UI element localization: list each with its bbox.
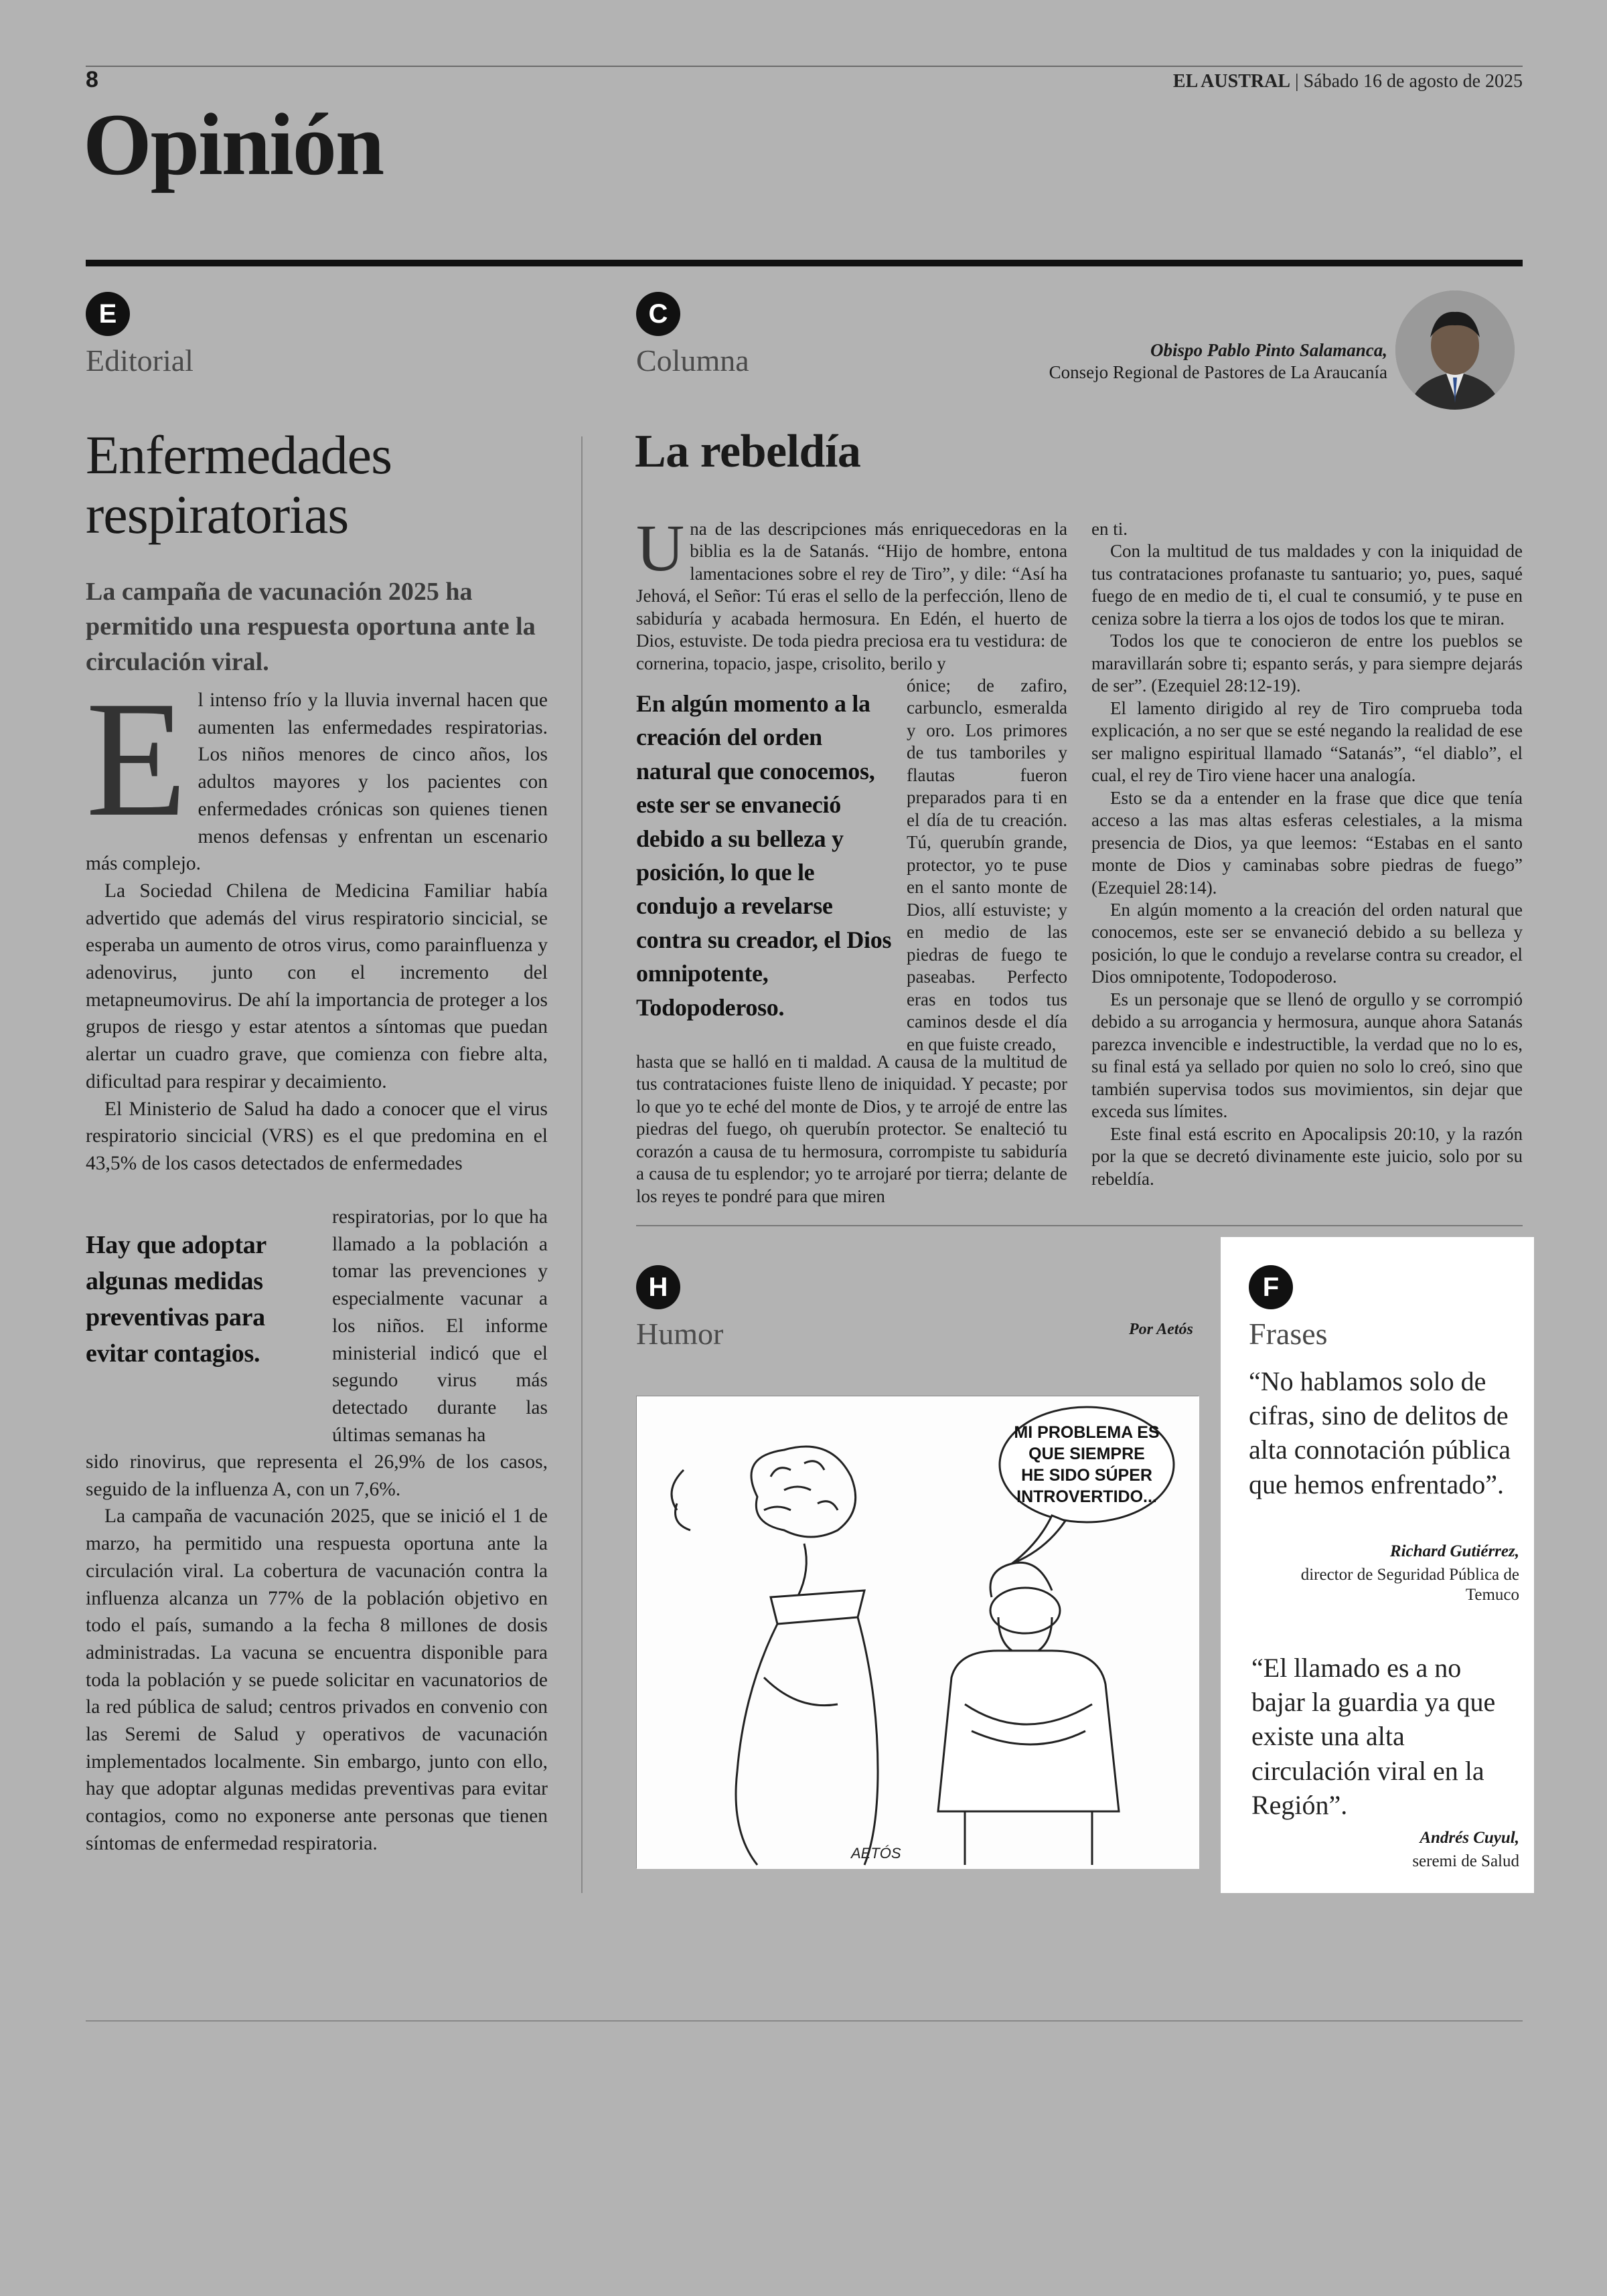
columna-narrow: ónice; de zafiro, carbunclo, esmeralda y oro. Los primores de tus tamboriles y flautas fueron preparados para ti en el día de tu creación. Tú, querubín grande, protector, yo te puse en el santo monte de Dios, allí estuviste; y en medio de las piedras de fuego te paseabas. Perfecto eras en todos tus caminos desde el día en que fuiste creado, (907, 675, 1067, 1054)
editorial-paragraph-3b: respiratorias, por lo que ha llamado a la población a tomar las prevenciones y especialmente vacunar a los niños. El informe ministerial indicó que el segundo virus más detectado durante las últimas semanas ha (332, 1206, 548, 1446)
frases-kicker: Frases (1249, 1317, 1328, 1351)
page-bottom-rule (86, 2020, 1523, 2022)
columna-lead: na de las descripciones más enriquecedoras en la biblia es la de Satanás. “Hijo de hombre, entona lamentaciones sobre el rey de Tiro”, y dile: “Así ha Jehová, el Señor: Tú eras el sello de la perfección, lleno de sabiduría y acabada hermosura. En Edén, el huerto de Dios, estuviste. De toda piedra preciosa era tu vestidura: de cornerina, topacio, jaspe, crisolito, berilo y (636, 519, 1067, 673)
frases-badge: F (1249, 1265, 1293, 1309)
editorial-body-bottom (86, 1449, 548, 1858)
columna-headline: La rebeldía (635, 426, 861, 477)
editorial-paragraph-1: l intenso frío y la lluvia invernal hacen que aumenten las enfermedades respiratorias. Los niños menores de cinco años, los adultos mayores y los pacientes con enfermedades crónicas son quienes tienen menos defensas y enfrentan un escenario más complejo. (86, 689, 548, 875)
frases-role-1: director de Seguridad Pública de Temuco (1300, 1566, 1519, 1604)
author-photo (1395, 291, 1515, 410)
author-name: Obispo Pablo Pinto Salamanca, (1150, 340, 1387, 360)
column-divider (581, 436, 583, 1893)
editorial-body-narrow (332, 1204, 548, 1449)
cartoon-signature: AETÓS (851, 1845, 901, 1862)
humor-credit: Por Aetós (1129, 1321, 1193, 1338)
columna-right-p2: Todos los que te conocieron de entre los pueblos se maravillarán sobre ti; espanto serás, y para siempre dejarás de ser”. (Ezequiel 28:12-19). (1091, 631, 1523, 696)
columna-right-p5: En algún momento a la creación del orden natural que conocemos, este ser se envaneció debido a su belleza y posición, lo que le condujo a revelarse contra su creador, el Dios omnipotente, Todopoderoso. (1091, 899, 1523, 987)
frases-quote-2: “El llamado es a no bajar la guardia ya que existe una alta circulación viral en la Región”. (1251, 1653, 1496, 1820)
editorial-pullquote: Hay que adoptar algunas medidas preventivas para evitar contagios. (86, 1231, 266, 1368)
columna-right-p1: Con la multitud de tus maldades y con la iniquidad de tus contrataciones profanaste tu santuario; yo, pues, saqué fuego de en medio de ti, el cual te consumió, y te puse en ceniza sobre la tierra a los ojos de todos los que te miran. (1091, 541, 1523, 629)
humor-cartoon (636, 1396, 1199, 1868)
editorial-kicker: Editorial (86, 343, 194, 378)
columna-right-p3: El lamento dirigido al rey de Tiro comprueba toda explicación, a no ser que se esté negando la realidad de ese ser maligno espiritual llamado “Satanás”, “el diablo”, el cual, el rey de Tiro viene hacer una analogía. (1091, 698, 1523, 786)
columna-right-p7: Este final está escrito en Apocalipsis 20:10, y la razón por la que se decretó divinamente este juicio, solo por su rebeldía. (1091, 1123, 1523, 1189)
columna-right-p0: en ti. (1091, 519, 1128, 539)
columna-pullquote: En algún momento a la creación del orden natural que conocemos, este ser se envaneció debido a su belleza y posición, lo que le condujo a revelarse contra su creador, el Dios omnipotente, Todopoderoso. (636, 690, 892, 1021)
frases-quote-1: “No hablamos solo de cifras, sino de delitos de alta connotación pública que hemos enfrentado”. (1249, 1366, 1511, 1499)
bubble-line-2: QUE SIEMPRE (1028, 1445, 1145, 1463)
editorial-paragraph-3c: sido rinovirus, que representa el 26,9% de los casos, seguido de la influenza A, con un 7,6%. (86, 1451, 548, 1500)
section-rule (86, 260, 1523, 266)
frases-box (1221, 1237, 1534, 1893)
editorial-paragraph-2: La Sociedad Chilena de Medicina Familiar había advertido que además del virus respiratorio sincicial, se esperaba un aumento de otros virus, como parainfluenza y adenovirus, junto con el incremento del metapneumovirus. De ahí la importancia de proteger a los grupos de riesgo y estar atentos a síntomas que puedan alertar un cuadro grave, que comienza con fiebre alta, dificultad para respirar y decaimiento. (86, 880, 548, 1092)
columna-kicker: Columna (636, 343, 749, 378)
editorial-paragraph-3a: El Ministerio de Salud ha dado a conocer que el virus respiratorio sincicial (VRS) es el que predomina en el 43,5% de los casos detectados de enfermedades (86, 1098, 548, 1174)
columna-tail: hasta que se halló en ti maldad. A causa de la multitud de tus contrataciones fuiste lleno de iniquidad. Y pecaste; por lo que yo te eché del monte de Dios, y te arrojé de entre las piedras del fuego, oh querubín protector. Se enalteció tu corazón a causa de tu hermosura, corrompiste tu sabiduría a causa de tu esplendor; yo te arrojaré por tierra; delante de los reyes te pondré para que miren (636, 1052, 1067, 1206)
bubble-line-1: MI PROBLEMA ES (1014, 1423, 1160, 1442)
page-number: 8 (86, 67, 98, 92)
humor-kicker: Humor (636, 1317, 724, 1351)
editorial-body-top (86, 667, 548, 1177)
columna-body-lead (636, 511, 1067, 675)
columna-right-p4: Esto se da a entender en la frase que dice que tenía acceso a las mas altas esferas celestiales, a la misma presencia de Dios, ya que leemos: “Estabas en el santo monte de Dios y caminabas sobre piedras de fuego” (Ezequiel 28:14). (1091, 787, 1523, 898)
frases-role-2: seremi de Salud (1412, 1852, 1519, 1870)
top-rule (86, 66, 1523, 67)
editorial-badge: E (86, 292, 130, 336)
editorial-deck: La campaña de vacunación 2025 ha permitido una respuesta oportuna ante la circulación viral. (86, 578, 536, 676)
columna-body-tail (636, 1051, 1067, 1208)
columna-bottom-rule (636, 1225, 1523, 1226)
bubble-line-3: HE SIDO SÚPER (1021, 1466, 1152, 1485)
issue-date: | Sábado 16 de agosto de 2025 (1295, 71, 1523, 92)
columna-body-narrow (907, 675, 1067, 1056)
editorial-headline: Enfermedades respiratorias (86, 424, 392, 545)
frases-author-1: Richard Gutiérrez, (1389, 1542, 1519, 1560)
bubble-line-4: INTROVERTIDO... (1016, 1487, 1157, 1506)
masthead (1173, 71, 1523, 92)
columna-body-right (1091, 518, 1523, 1190)
columna-dropcap: U (636, 511, 685, 585)
editorial-paragraph-4: La campaña de vacunación 2025, que se inició el 1 de marzo, ha permitido una respuesta oportuna ante la circulación viral. La cobertura de vacunación contra la influenza alcanza un 77% de la población objetivo en todo el país, sumando a la fecha 8 millones de dosis administradas. La vacuna se encuentra disponible para toda la población y se puede solicitar en vacunatorios de la red pública de salud; centros privados en convenio con las Seremi de Salud y operativos de vacunación implementados localmente. Sin embargo, junto con ello, hay que adoptar algunas medidas preventivas para evitar contagios, como no exponerse ante personas que tienen síntomas de enfermedad respiratoria. (86, 1505, 548, 1854)
section-title: Opinión (83, 95, 384, 193)
columna-badge: C (636, 292, 680, 336)
frases-author-2: Andrés Cuyul, (1420, 1829, 1519, 1847)
editorial-dropcap: E (86, 667, 187, 851)
newspaper-name: EL AUSTRAL (1172, 71, 1290, 92)
columna-right-p6: Es un personaje que se llenó de orgullo y se corrompió debido a su arrogancia y hermosura, aunque ahora Satanás parezca invencible e indestructible, la verdad que no lo es, su final está ya sellado por quien no solo lo creó, sino que también supervisa todos sus movimientos, sin dejar que exceda sus límites. (1091, 989, 1523, 1122)
humor-badge: H (636, 1265, 680, 1309)
author-role: Consejo Regional de Pastores de La Araucanía (1049, 362, 1387, 382)
